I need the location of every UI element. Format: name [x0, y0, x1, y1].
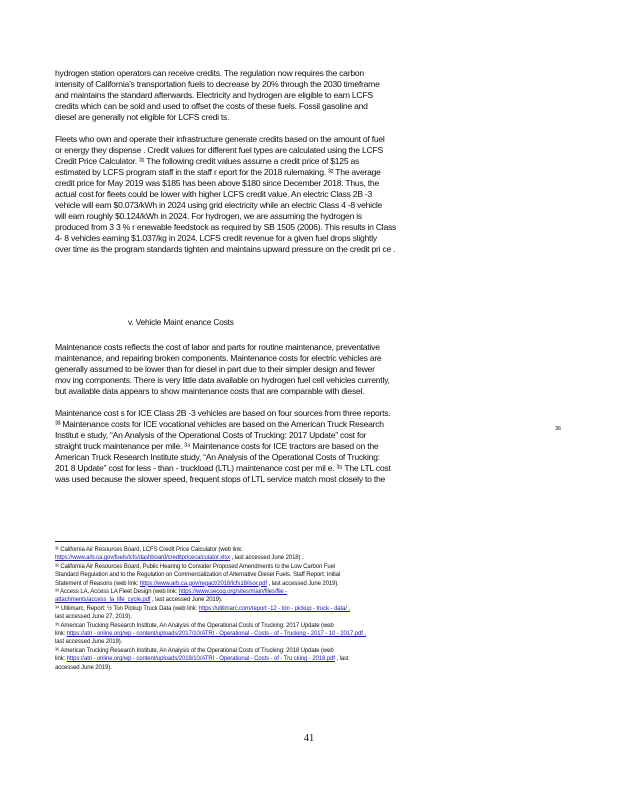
footnote-text: ³¹ California Air Resources Board, LCFS Credit Price Calculator (web link: — [55, 547, 243, 553]
text-line: straight truck maintenance per mile. ³⁴ Maintenance costs for ICE tractors are based on the — [55, 441, 379, 451]
text-line: maintenance, and repairing broken components. Maintenance costs for electric vehicles are — [55, 353, 382, 363]
footnote-text: , last accessed June 2019). — [150, 597, 223, 604]
text-line: Institut e study, “An Analysis of the Operational Costs of Trucking: 2017 Update” cost for — [55, 430, 367, 440]
body-text — [55, 68, 565, 266]
footnote-line — [55, 580, 565, 588]
footnote-line — [55, 622, 565, 630]
footnote-divider — [55, 541, 200, 542]
text-line: ³³ Maintenance costs for ICE vocational vehicles are based on the American Truck Research — [55, 419, 384, 429]
footnote-text: ³³ Access LA, Access LA Fleet Design (web link: — [55, 589, 179, 596]
footnote-line — [55, 630, 565, 638]
text-line: generally assumed to be lower than for diesel in part due to their simpler design and fewer — [55, 364, 375, 374]
footnote-text: Statement of Reasons (web link: — [55, 580, 140, 587]
footnote-text: link: — [55, 656, 67, 663]
footnote-ref-36: 36 — [555, 426, 562, 432]
footnote-line — [55, 655, 565, 663]
footnote-link[interactable]: https://www.arb.ca.gov/fuels/lcfs/dashboard/creditpricecalculator.xlsx — [55, 555, 231, 562]
text-line: mov ing components. There is very little data available on hydrogen fuel cell vehicles currently, — [55, 375, 390, 385]
footnote-text: , last — [334, 656, 349, 663]
footnote-text: ³⁶ American Trucking Research Institute, An Analysis of the Operational Costs of Trucking: 2018 Update (web — [55, 647, 334, 654]
text-line: and maintains the standard afterwards. Electricity and hydrogen are eligible to earn LCFS — [55, 90, 373, 100]
text-line: was used because the slower speed, frequent stops of LTL service match most closely to the — [55, 474, 386, 484]
text-line: 4- 8 vehicles earning $1.037/kg in 2024. LCFS credit revenue for a given fuel drops slightly — [55, 233, 377, 243]
text-line: but available data appears to show maintenance costs that are comparable with diesel. — [55, 386, 365, 396]
footnote-text: ³⁴ Utilimarc, Report: ½ Ton Pickup Truck Data (web link: — [55, 605, 199, 612]
text-line: estimated by LCFS program staff in the staff r eport for the 2018 rulemaking. ³² The average — [55, 167, 381, 177]
footnotes — [55, 546, 565, 672]
paragraph-lcfs-regulation — [55, 68, 565, 123]
text-line: hydrogen station operators can receive credits. The regulation now requires the carbon — [55, 68, 364, 78]
text-line: produced from 3 3 % r enewable feedstock as required by SB 1505 (2006). This results in Class — [55, 222, 397, 232]
paragraph-fleet-credits — [55, 134, 565, 255]
footnote-text: last accessed June 2019). — [55, 639, 123, 646]
footnote-line — [55, 596, 565, 604]
text-line: Fleets who own and operate their infrastructure generate credits based on the amount of fuel — [55, 134, 385, 144]
footnote-line — [55, 613, 565, 621]
footnote-line — [55, 664, 565, 672]
footnote-line — [55, 605, 565, 613]
footnote-line — [55, 647, 565, 655]
section-heading: v. Vehicle Maint enance Costs — [128, 317, 234, 327]
text-line: intensity of California’s transportation fuels to decrease by 20% through the 2030 timeframe — [55, 79, 380, 89]
footnote-text: , last accessed June 2019). — [266, 580, 339, 587]
footnote-link[interactable]: attachments/access_la_life_cycle.pdf — [55, 597, 151, 604]
text-line: Maintenance costs reflects the cost of labor and parts for routine maintenance, preventative — [55, 342, 380, 352]
footnote-text: link: — [55, 631, 67, 638]
text-line: or energy they dispense . Credit values for different fuel types are calculated using the LCFS — [55, 145, 383, 155]
footnote-link[interactable]: https://utilimarc.com/report -12 - ton - pickup - truck - data/ , — [198, 605, 351, 612]
footnote-text: ³⁵ American Trucking Research Institute, An Analysis of the Operational Costs of Trucking: 2017 Update (web — [55, 622, 334, 629]
footnote-link[interactable]: https://www.arb.ca.gov/regact/2018/lcfs18/isor.pdf — [139, 580, 267, 587]
text-line: American Truck Research Institute study, “An Analysis of the Operational Costs of Trucking: — [55, 452, 380, 462]
footnote-text: Standard Regulation and to the Regulation on Commercialization of Alternative Diesel Fuels. Staff Report: Initial — [55, 572, 341, 579]
paragraph-maintenance-sources — [55, 408, 565, 485]
footnote-text: ³² California Air Resources Board, Public Hearing to Consider Proposed Amendments to the Low Carbon Fuel — [55, 563, 336, 570]
text-line: actual cost for fleets could be lower with higher LCFS credit value. An electric Class 2B -3 — [55, 189, 373, 199]
footnote-line — [55, 546, 565, 554]
footnote-line — [55, 563, 565, 571]
body-text-maintenance — [55, 342, 565, 496]
footnote-link[interactable]: https://atri - online.org/wp - content/uploads/2017/10/ATRI - Operational - Costs - of - Trucking - 2017 - 10 - 2017.pdf , — [66, 631, 366, 638]
footnote-line — [55, 554, 565, 562]
text-line: Maintenance cost s for ICE Class 2B -3 vehicles are based on four sources from three reports. — [55, 408, 391, 418]
text-line: credit price for May 2019 was $185 has been above $180 since December 2018. Thus, the — [55, 178, 379, 188]
page-number: 41 — [303, 733, 315, 744]
text-line: vehicle will earn $0.073/kWh in 2024 using grid electricity while an electric Class 4 -8 vehicle — [55, 200, 383, 210]
text-line: will earn roughly $0.124/kWh in 2024. For hydrogen, we are assuming the hydrogen is — [55, 211, 362, 221]
text-line: Credit Price Calculator. ³¹ The following credit values assume a credit price of $125 as — [55, 156, 360, 166]
footnote-text: last accessed June 27, 2019). — [55, 614, 132, 621]
footnote-line — [55, 588, 565, 596]
text-line: credits which can be sold and used to offset the costs of these fuels. Fossil gasoline and — [55, 101, 368, 111]
text-line: diesel are generally not eligible for LCFS credi ts. — [55, 112, 230, 122]
footnote-text: accessed June 2019). — [55, 664, 112, 671]
footnote-line — [55, 571, 565, 579]
footnote-link[interactable]: https://www.secog.org/sites/main/files/file - — [178, 589, 288, 596]
paragraph-maintenance-costs — [55, 342, 565, 397]
text-line: over time as the program standards tighten and maintains upward pressure on the credit pri ce . — [55, 244, 396, 254]
footnote-link[interactable]: https://atri - online.org/wp - content/uploads/2018/10/ATRI - Operational - Costs - of - Tru cking - 2018.pdf — [66, 656, 335, 663]
footnote-line — [55, 638, 565, 646]
footnote-text: , last accessed June 2018) . — [230, 555, 304, 562]
text-line: 201 8 Update” cost for less - than - truckload (LTL) maintenance cost per mil e. ³⁵ The LTL cost — [55, 463, 391, 473]
